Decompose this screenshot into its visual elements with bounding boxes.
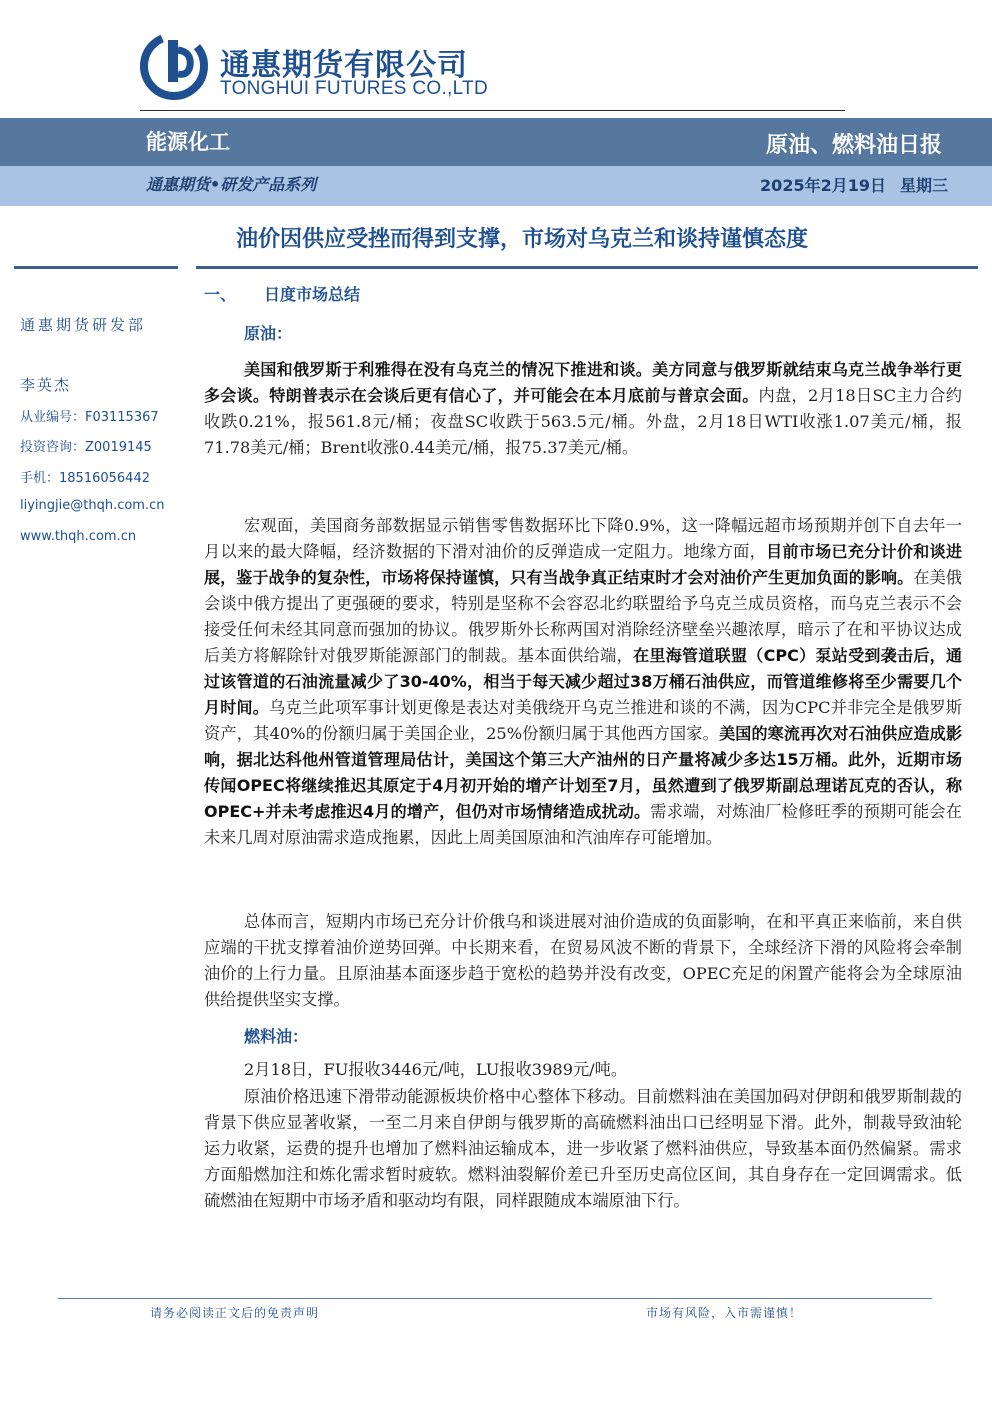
- analyst-name: 李英杰: [20, 376, 72, 394]
- section-heading: [204, 282, 360, 305]
- analyst-email[interactable]: liyingjie@thqh.com.cn: [20, 498, 165, 513]
- report-date: [760, 173, 948, 196]
- crude-paragraph-2: [204, 513, 962, 851]
- company-website[interactable]: www.thqh.com.cn: [20, 529, 137, 544]
- crude-p2-text-4: 需求端，对炼油厂检修旺季的预期可能会在未来几周对原油需求造成拖累，因此上周美国原油和汽油库存可能增加。: [204, 802, 962, 847]
- crude-p2-bold-3: 美国的寒流再次对石油供应造成影响，据北达科他州管道管理局估计，美国这个第三大产油州的日产量将减少多达15万桶。此外，近期市场传闻OPEC将继续推迟其原定于4月初开始的增产计划至7月，虽然遭到了俄罗斯副总理诺瓦克的否认，称OPEC+并未考虑推迟4月的增产，但仍对市场情绪造成扰动。: [204, 724, 962, 821]
- crude-p2-text-1: 宏观面，美国商务部数据显示销售零售数据环比下降0.9%，这一降幅远超市场预期并创下自去年一月以来的最大降幅，经济数据的下滑对油价的反弹造成一定阻力。地缘方面，: [204, 516, 962, 561]
- report-headline: 油价因供应受挫而得到支撑，市场对乌克兰和谈持谨慎态度: [236, 227, 809, 252]
- date-text: 2025年2月19日: [760, 176, 886, 195]
- fuel-paragraph-2: 原油价格迅速下滑带动能源板块价格中心整体下移动。目前燃料油在美国加码对伊朗和俄罗斯制裁的背景下供应显著收紧，一至二月来自伊朗与俄罗斯的高硫燃料油出口已经明显下滑。此外，制裁导致油轮运力收紧，运费的提升也增加了燃料油运输成本，进一步收紧了燃料油供应，导致基本面仍然偏紧。需求方面船燃加注和炼化需求暂时疲软。燃料油裂解价差已升至历史高位区间，其自身存在一定回调需求。低硫燃油在短期中市场矛盾和驱动均有限，同样跟随成本端原油下行。: [204, 1087, 962, 1210]
- fuel-heading: 燃料油：: [244, 1027, 309, 1046]
- crude-p1-text: 内盘，2月18日SC主力合约收跌0.21%，报561.8元/桶；夜盘SC收跌于563.5元/桶。外盘，2月18日WTI收涨1.07美元/桶，报71.78美元/桶；Brent收涨0.44美元/桶，报75.37美元/桶。: [204, 386, 962, 457]
- analyst-phone: 手机：18516056442: [20, 471, 150, 486]
- report-type: 原油、燃料油日报: [765, 133, 942, 158]
- sidebar-divider: [14, 266, 178, 269]
- crude-p1-bold: 美国和俄罗斯于利雅得在没有乌克兰的情况下推进和谈。美方同意与俄罗斯就结束乌克兰战争举行更多会谈。特朗普表示在会谈后更有信心了，并可能会在本月底前与普京会面。: [204, 360, 962, 405]
- series-label: 通惠期货•研发产品系列: [146, 175, 317, 194]
- crude-p2-text-2: 在美俄会谈中俄方提出了更强硬的要求，特别是坚称不会容忍北约联盟给予乌克兰成员资格，而乌克兰表示不会接受任何未经其同意而强加的协议。俄罗斯外长称两国对消除经济壁垒兴趣浓厚，暗示了在和平协议达成后美方将解除针对俄罗斯能源部门的制裁。基本面供给端，: [204, 568, 962, 665]
- analyst-license: 从业编号：F03115367: [20, 410, 159, 425]
- footer-disclaimer[interactable]: 请务必阅读正文后的免责声明: [150, 1306, 320, 1320]
- crude-paragraph-1: [204, 357, 962, 461]
- tonghui-logo-icon: [138, 30, 210, 102]
- crude-paragraph-3: 总体而言，短期内市场已充分计价俄乌和谈进展对油价造成的负面影响，在和平真正来临前，来自供应端的干扰支撑着油价逆势回弹。中长期来看，在贸易风波不断的背景下，全球经济下滑的风险将会牵制油价的上行力量。且原油基本面逐步趋于宽松的趋势并没有改变，OPEC充足的闲置产能将会为全球原油供给提供坚实支撑。: [204, 912, 962, 1009]
- sector-label: 能源化工: [146, 130, 230, 154]
- crude-p2-bold-1: 目前市场已充分计价和谈进展，鉴于战争的复杂性，市场将保持谨慎，只有当战争真正结束时才会对油价产生更加负面的影响。: [204, 542, 962, 587]
- main-divider: [196, 266, 978, 269]
- section-number: 一、: [204, 285, 237, 304]
- crude-p2-bold-2: 在里海管道联盟（CPC）泵站受到袭击后，通过该管道的石油流量减少了30-40%，相当于每天减少超过38万桶石油供应，而管道维修将至少需要几个月时间。: [204, 646, 962, 717]
- company-name-en: TONGHUI FUTURES CO.,LTD: [220, 78, 488, 99]
- analyst-advisory: 投资咨询：Z0019145: [20, 440, 152, 455]
- section-title: 日度市场总结: [264, 285, 361, 304]
- crude-p2-text-3: 乌克兰此项军事计划更像是表达对美俄绕开乌克兰推进和谈的不满，因为CPC并非完全是俄罗斯资产，其40%的份额归属于美国企业，25%份额归属于其他西方国家。: [204, 698, 962, 743]
- crude-heading: 原油：: [244, 324, 293, 343]
- header-divider: [140, 110, 845, 111]
- company-name-cn: 通惠期货有限公司: [220, 48, 468, 83]
- fuel-paragraph-1: 2月18日，FU报收3446元/吨，LU报收3989元/吨。: [244, 1060, 628, 1079]
- footer-risk-note: 市场有风险，入市需谨慎！: [646, 1306, 803, 1320]
- sidebar-department: 通惠期货研发部: [20, 316, 147, 334]
- footer-divider: [58, 1298, 932, 1299]
- weekday-text: 星期三: [899, 176, 948, 195]
